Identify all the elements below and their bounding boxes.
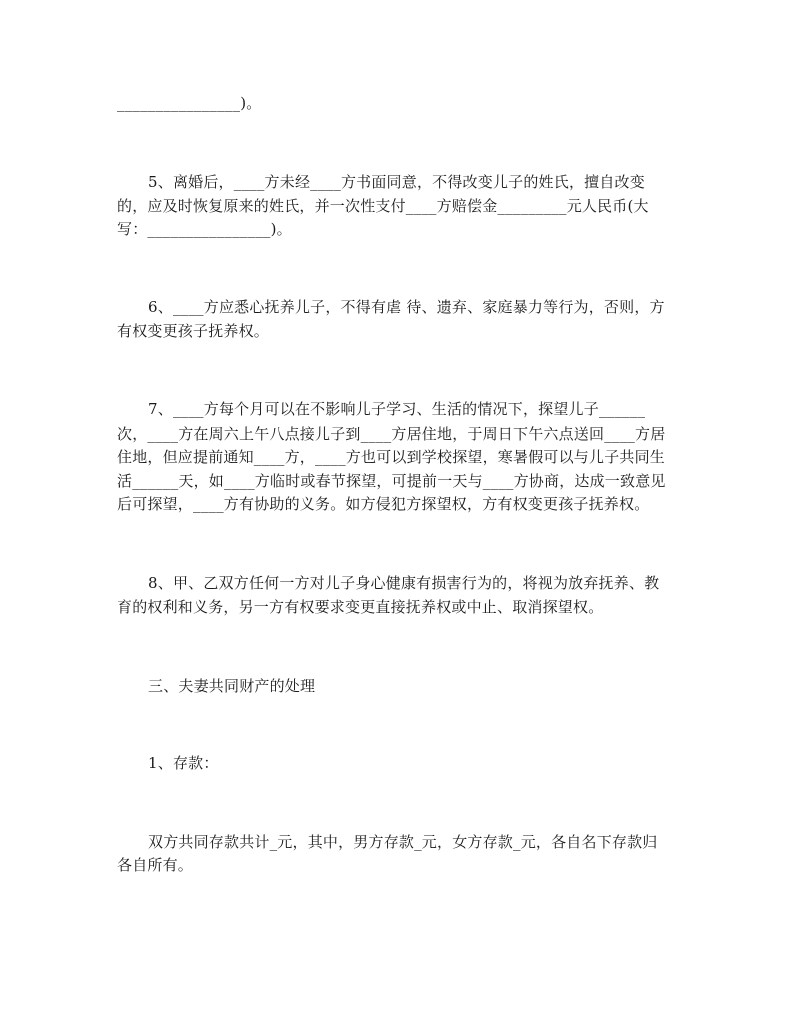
paragraph-7-line-3: 住地，但应提前通知____方，____方也可以到学校探望，寒暑假可以与儿子共同生	[117, 448, 666, 466]
paragraph-7-line-5: 后可探望，____方有协助的义务。如方侵犯方探望权，方有权变更孩子抚养权。	[117, 495, 650, 513]
paragraph-6-line-1: 6、____方应悉心抚养儿子，不得有虐 待、遗弃、家庭暴力等行为，否则，方	[148, 298, 665, 316]
paragraph-5-line-1: 5、离婚后，____方未经____方书面同意，不得改变儿子的姓氏，擅自改变	[148, 173, 645, 191]
savings-line-2: 各自所有。	[117, 856, 194, 874]
section-heading: 三、夫妻共同财产的处理	[148, 677, 316, 695]
subsection-heading: 1、存款：	[148, 754, 219, 772]
paragraph-5-line-3: 写：________________)。	[117, 220, 292, 238]
paragraph-7-line-2: 次，____方在周六上午八点接儿子到____方居住地，于周日下午六点送回____方居	[117, 425, 666, 443]
paragraph-7-line-1: 7、____方每个月可以在不影响儿子学习、生活的情况下，探望儿子______	[148, 400, 646, 418]
paragraph-7-line-4: 活______天，如____方临时或春节探望，可提前一天与____方协商，达成一致意见	[117, 472, 666, 490]
paragraph-6-line-2: 有权变更孩子抚养权。	[117, 322, 270, 340]
text-line: ________________)。	[117, 94, 262, 112]
savings-line-1: 双方共同存款共计_元，其中，男方存款_元，女方存款_元，各自名下存款归	[148, 833, 658, 851]
paragraph-8-line-2: 育的权利和义务，另一方有权要求变更直接抚养权或中止、取消探望权。	[117, 598, 604, 616]
paragraph-8-line-1: 8、甲、乙双方任何一方对儿子身心健康有损害行为的，将视为放弃抚养、教	[148, 574, 660, 592]
paragraph-5-line-2: 的，应及时恢复原来的姓氏，并一次性支付____方赔偿金_________元人民币(大	[117, 197, 649, 215]
